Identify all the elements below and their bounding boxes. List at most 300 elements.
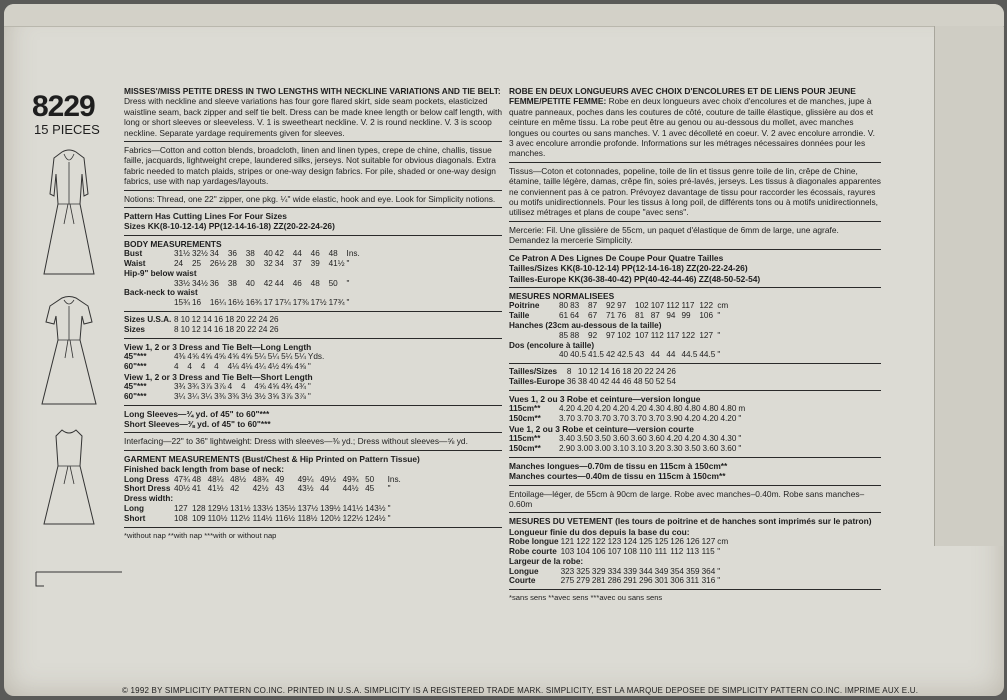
english-title: MISSES'/MISS PETITE DRESS IN TWO LENGTHS WITH NECKLINE VARIATIONS AND TIE BELT:	[124, 86, 501, 96]
table-cell: 41	[191, 484, 202, 494]
table-cell: 44	[666, 350, 676, 360]
table-cell: 3.50	[576, 434, 593, 444]
row-label: 150cm**	[509, 413, 541, 423]
table-row	[509, 444, 743, 454]
table-cell: 54	[666, 376, 676, 386]
table-cell: "	[717, 546, 721, 556]
row-label: Long	[124, 504, 145, 514]
table-cell: 4	[214, 361, 219, 371]
table-cell: 38	[245, 249, 255, 259]
row-label: Long Dress	[124, 474, 170, 484]
version-longue-table	[509, 404, 747, 424]
row-label: Poitrine	[509, 301, 540, 311]
table-cell: 47¾	[174, 474, 190, 484]
manches-longues: Manches longues—0.70m de tissu en 115cm à 150cm**	[509, 460, 728, 471]
row-label: Short Dress	[124, 484, 171, 494]
table-row	[124, 514, 403, 524]
table-cell: 122½	[342, 513, 364, 523]
row-label: Robe longue	[509, 537, 559, 547]
table-cell: 124½	[365, 513, 386, 523]
dress-view-1-illustration	[34, 144, 104, 284]
table-cell: 38	[577, 376, 588, 386]
table-cell: "	[387, 484, 391, 494]
dress-view-2-illustration	[34, 292, 104, 412]
table-cell: 83	[570, 301, 580, 311]
table-cell: 4.20	[666, 434, 683, 444]
table-cell: 87	[588, 301, 598, 311]
french-title: ROBE EN DEUX LONGUEURS AVEC CHOIX D'ENCOLURES ET DE LIENS POUR JEUNE FEMME/PETITE FEMME:	[509, 86, 856, 107]
table-row	[124, 475, 403, 485]
table-cell: 42.5	[617, 350, 634, 360]
table-cell: 296	[638, 576, 653, 586]
table-cell: Yds.	[307, 352, 325, 362]
table-cell: 354	[670, 566, 684, 576]
table-cell: "	[738, 413, 742, 423]
table-row	[509, 414, 747, 424]
table-cell: 113	[685, 546, 700, 556]
table-cell: 329	[591, 566, 606, 576]
table-row	[509, 350, 730, 360]
table-cell: "	[717, 311, 721, 321]
table-cell: 137½	[297, 504, 319, 514]
table-cell: 4¼	[254, 361, 266, 371]
row-label: Robe courte	[509, 546, 557, 556]
table-cell: 4¾	[294, 382, 306, 392]
table-cell: 42	[600, 376, 610, 386]
table-cell: 92	[588, 330, 598, 340]
table-cell: 122	[591, 537, 606, 547]
table-cell: 14	[202, 324, 212, 334]
table-cell: 114½	[252, 513, 273, 523]
table-cell: "	[717, 350, 721, 360]
table-cell: 126	[670, 537, 684, 547]
table-cell: 40	[559, 350, 569, 360]
french-fabrics: Tissus—Coton et cotonnades, popeline, toile de lin et tissus genre toile de lin, crêpe de Chine, étamine, taille légère, damas, crêpe fin, soies pré-lavés, jerseys. Les tissus à diagonales apparentes ne conviennent pas à ce patron. Prévoyez davantage de tissu pour raccorder les écossais, rayures ou motifs unidirectionnels. Pour les tissus à long poil, de différents tons ou à motifs unidirectionnels, utilisez métrages et plans de coupe "avec sens".	[509, 165, 881, 218]
table-cell: 123	[607, 537, 622, 547]
table-cell: 10	[577, 367, 588, 377]
table-cell: 50	[644, 376, 654, 386]
table-cell: 4.80	[666, 404, 683, 414]
pattern-number: 8229	[32, 90, 95, 123]
row-label: 60"***	[124, 361, 147, 371]
table-cell: 5¼	[294, 352, 306, 362]
table-cell: 126	[685, 537, 700, 547]
row-label: 60"***	[124, 391, 147, 401]
mesures-title: MESURES NORMALISEES	[509, 290, 615, 301]
table-cell: "	[346, 298, 350, 308]
table-cell: 22	[644, 367, 654, 377]
table-cell: 141½	[342, 504, 364, 514]
dress-width-label: Dress width:	[124, 494, 174, 504]
table-row	[124, 382, 313, 392]
table-cell: 8	[566, 367, 572, 377]
table-cell: 17½	[310, 298, 327, 308]
body-measurements-table	[124, 249, 362, 308]
table-cell: 81	[635, 311, 645, 321]
table-cell: 359	[685, 566, 700, 576]
version-courte-title: Vue 1, 2 ou 3 Robe et ceinture—version courte	[509, 423, 694, 434]
table-cell: 118½	[297, 513, 318, 523]
table-cell: 39	[310, 259, 320, 269]
row-label: 45"***	[124, 382, 147, 392]
table-cell: 339	[623, 566, 637, 576]
table-cell: 4	[187, 361, 192, 371]
table-cell: 5¼	[281, 352, 293, 362]
table-cell: 44	[292, 249, 302, 259]
table-cell: 107	[607, 546, 622, 556]
english-fabrics: Fabrics—Cotton and cotton blends, broadcloth, linen and linen types, crepe de chine, challis, tissue faille, jacquards, lightweight crepe, laundered silks, jerseys. Not suitable for obvious diagonals. Extra fabric needed to match plaids, stripes or one-way design fabrics. For pile, shaded or one-way design fabrics, use with nap yardages/layouts.	[124, 145, 496, 187]
table-cell: 17¼	[274, 298, 291, 308]
table-row	[124, 504, 403, 514]
row-label: 115cm**	[509, 404, 541, 414]
table-cell: 3.70	[630, 413, 647, 423]
english-description: Dress with neckline and sleeve variations has four gore flared skirt, side seam pockets, elasticized waistline seam, back zipper and self tie belt. Dress can be made knee length or below calf length, with long or short sleeves or sleeveless. V. 1 is sweetheart neckline. V. 2 is round neckline. V. 3 is scoop neckline. Separate yardage requirements given for sleeves.	[124, 96, 503, 138]
interfacing: Interfacing—22" to 36" lightweight: Dress with sleeves—⅜ yd.; Dress without sleeves—⅝ yd.	[124, 436, 468, 447]
table-cell: 38	[227, 278, 237, 288]
table-cell: 44½	[342, 484, 359, 494]
garment-table	[124, 475, 403, 524]
table-cell: 92	[605, 301, 616, 311]
row-label: Sizes U.S.A.	[124, 315, 172, 325]
row-label	[124, 279, 174, 289]
table-cell: 4⅜	[174, 352, 186, 362]
table-cell: 311	[685, 576, 700, 586]
table-cell: Ins.	[346, 249, 360, 259]
hip-label: Hip-9" below waist	[124, 268, 197, 278]
table-cell: 4.20	[630, 404, 647, 414]
french-cutting-lines: Ce Patron A Des Lignes De Coupe Pour Quatre Tailles	[509, 252, 724, 263]
table-cell: 3⅞	[294, 391, 306, 401]
largeur-label: Largeur de la robe:	[509, 556, 584, 566]
table-cell: 33½	[174, 278, 190, 288]
table-cell: 24	[258, 315, 268, 325]
table-cell: 43½	[297, 484, 314, 494]
table-cell: 127	[174, 504, 188, 514]
table-cell: 3¾	[174, 382, 186, 392]
long-length-title: View 1, 2 or 3 Dress and Tie Belt—Long Length	[124, 341, 312, 352]
dos-label: Dos (encolure à taille)	[509, 340, 595, 350]
row-label: 115cm**	[509, 434, 541, 444]
table-cell: 334	[607, 566, 622, 576]
english-notions: Notions: Thread, one 22" zipper, one pkg. ¼" wide elastic, hook and eye. Look for Simplicity notions.	[124, 193, 496, 204]
table-cell: 16	[611, 367, 621, 377]
row-label	[509, 350, 559, 360]
row-label: 45"***	[124, 352, 147, 362]
table-cell: 5¼	[254, 352, 266, 362]
table-cell: 364	[701, 566, 716, 576]
table-cell: 4.80	[684, 404, 701, 414]
table-cell: 44.5	[681, 350, 698, 360]
table-cell: Ins.	[387, 474, 401, 484]
table-cell: 3⅜	[214, 391, 226, 401]
back-label: Back-neck to waist	[124, 288, 198, 298]
table-cell: 112	[666, 301, 680, 311]
table-cell: 18	[225, 324, 235, 334]
table-cell: 4.20	[559, 404, 575, 414]
table-row	[509, 311, 730, 321]
table-row	[509, 377, 680, 387]
table-cell: 17⅜	[292, 298, 309, 308]
table-cell: "	[387, 504, 391, 514]
table-cell: 104	[576, 546, 590, 556]
table-cell: 36	[209, 278, 219, 288]
table-row	[124, 249, 362, 259]
table-cell: 3½	[254, 391, 266, 401]
entoilage: Entoilage—léger, de 55cm à 90cm de large. Robe avec manches–0.40m. Robe sans manches–0.60m	[509, 488, 865, 509]
table-cell: 120½	[320, 513, 341, 523]
table-cell: 26	[269, 315, 279, 325]
table-cell: 24	[174, 259, 184, 269]
table-cell: 12	[191, 324, 201, 334]
table-cell: 3⅜	[227, 391, 239, 401]
row-label: 150cm**	[509, 443, 541, 453]
table-cell: 48	[310, 278, 320, 288]
table-cell: 4⅝	[254, 382, 266, 392]
table-cell: "	[346, 278, 350, 288]
table-cell: 48	[633, 376, 643, 386]
table-cell: 323	[560, 566, 575, 576]
table-cell: 4⅛	[227, 361, 239, 371]
table-cell: 4.20	[576, 404, 593, 414]
table-cell: 94	[666, 311, 676, 321]
table-cell: 4.80	[720, 404, 737, 414]
table-cell	[678, 377, 680, 387]
table-cell: 3⅞	[214, 382, 226, 392]
table-cell: 18	[622, 367, 632, 377]
table-cell: 3.50	[594, 434, 611, 444]
english-column	[124, 86, 502, 541]
table-cell: 111	[654, 546, 668, 556]
table-cell: 4¾	[281, 382, 293, 392]
table-cell: 108	[623, 546, 637, 556]
long-yardage-table	[124, 352, 326, 372]
table-cell: 3.70	[648, 413, 665, 423]
table-cell: 15¾	[174, 298, 190, 308]
table-cell: 50	[365, 474, 375, 484]
table-cell: 109	[191, 513, 206, 523]
table-cell: 4⅛	[240, 361, 253, 371]
version-courte-table	[509, 434, 743, 454]
table-cell: 3.60	[702, 443, 719, 453]
table-cell: "	[738, 443, 742, 453]
table-cell: 48¼	[207, 474, 224, 484]
table-cell: 4.20	[702, 413, 719, 423]
table-cell: 97	[617, 301, 627, 311]
table-cell: 116½	[275, 513, 295, 523]
table-cell: 20	[236, 315, 246, 325]
pieces-count: 15 PIECES	[34, 122, 100, 137]
copyright-footer: © 1992 BY SIMPLICITY PATTERN CO.INC. PRINTED IN U.S.A. SIMPLICITY IS A REGISTERED TRADE MARK. SIMPLICITY, EST LA MARQUE DEPOSEE DE SIMPLICITY PATTERN CO.INC. IMPRIME AUX E.U.	[122, 686, 919, 695]
english-cutting-lines: Pattern Has Cutting Lines For Four Sizes	[124, 211, 287, 222]
french-sizes-1: Tailles/Sizes KK(8-10-12-14) PP(12-14-16-18) ZZ(20-22-24-26)	[509, 263, 748, 274]
nap-legend: *without nap **with nap ***with or without nap	[124, 530, 277, 540]
table-cell: "	[307, 361, 311, 371]
table-row	[509, 567, 730, 577]
table-cell: 112½	[230, 513, 250, 523]
table-cell: 110½	[207, 513, 228, 523]
table-cell: 3.60	[720, 443, 737, 453]
table-cell: 24	[655, 367, 665, 377]
version-longue-title: Vues 1, 2 ou 3 Robe et ceinture—version longue	[509, 393, 701, 404]
table-cell: 107	[650, 301, 665, 311]
table-cell: 4⅝	[200, 352, 213, 362]
table-cell: 3⅝	[267, 391, 280, 401]
table-row	[509, 404, 747, 414]
table-cell: 102	[635, 301, 649, 311]
table-cell: 14	[600, 367, 610, 377]
table-cell: 349	[654, 566, 669, 576]
table-row	[124, 352, 326, 362]
table-cell: 16	[213, 324, 223, 334]
table-cell: 10	[180, 324, 190, 334]
table-cell: 40	[589, 376, 599, 386]
table-cell: "	[307, 391, 311, 401]
longueur-finie-label: Longueur finie du dos depuis la base du cou:	[509, 526, 690, 537]
french-sizes-2: Tailles-Europe KK(36-38-40-42) PP(40-42-44-46) ZZ(48-50-52-54)	[509, 273, 761, 284]
row-label: Taille	[509, 311, 530, 321]
table-cell: 275	[560, 576, 575, 586]
row-label: Bust	[124, 249, 143, 259]
table-cell: 40½	[174, 484, 190, 494]
table-cell: 103	[560, 546, 575, 556]
table-cell: 3¾	[187, 382, 199, 392]
table-cell: 61	[559, 311, 569, 321]
table-cell: 34½	[191, 278, 208, 288]
table-cell: 10	[180, 315, 190, 325]
table-cell: 34	[274, 259, 284, 269]
table-cell: 48¾	[252, 474, 269, 484]
table-row	[124, 315, 283, 325]
table-cell: 40	[263, 249, 273, 259]
table-row	[509, 301, 730, 311]
table-cell: 28	[227, 259, 237, 269]
table-cell: 8	[174, 324, 179, 334]
table-cell: 14	[202, 315, 212, 325]
table-cell: 4⅝	[227, 352, 239, 362]
table-cell: 49¼	[297, 474, 314, 484]
table-cell: 3⅞	[281, 391, 293, 401]
table-cell: cm	[717, 537, 729, 547]
row-label: Waist	[124, 259, 146, 269]
french-description: Robe en deux longueurs avec choix d'encolures et de manches, jupe à quatre panneaux, poches dans les coutures de côté, couture de taille élastique, glissière au dos et ceinture en même tissu. La robe peut être au genou ou au-dessous du mollet, avec manches longues ou courtes ou sans manches. V. 1 avec décolleté en coeur. V. 2 avec encolure arrondie. V. 3 avec encolure arrondie profonde. Informations sur les métrages nécessaires données pour les manches.	[509, 96, 875, 159]
table-cell: 4.20	[720, 413, 737, 423]
table-cell: 3.20	[648, 443, 665, 453]
table-cell: 4	[240, 382, 246, 392]
sens-legend: *sans sens **avec sens ***avec ou sans sens	[509, 593, 663, 603]
table-cell: "	[717, 566, 721, 576]
table-cell: 3¼	[174, 391, 186, 401]
finished-length-label: Finished back length from base of neck:	[124, 464, 285, 475]
table-cell: 279	[576, 576, 590, 586]
dress-view-3-illustration	[34, 424, 104, 529]
table-cell: 129½	[207, 504, 229, 514]
table-cell: 43	[275, 484, 285, 494]
table-cell: 316	[701, 576, 716, 586]
row-label: Sizes	[124, 324, 145, 334]
table-cell: 17	[263, 298, 273, 308]
table-cell: 52	[655, 376, 665, 386]
table-cell: 42	[605, 350, 616, 360]
table-row	[124, 279, 362, 289]
table-cell: 4⅝	[240, 352, 253, 362]
table-row	[124, 259, 362, 269]
table-cell: 42	[230, 484, 240, 494]
table-cell: 3.10	[630, 443, 647, 453]
table-cell: 291	[623, 576, 637, 586]
vetement-table	[509, 537, 730, 586]
table-cell: 48	[328, 249, 338, 259]
table-cell: 41½	[328, 259, 345, 269]
table-cell: 122	[681, 330, 696, 340]
table-row	[509, 576, 730, 586]
row-label: Longue	[509, 566, 539, 576]
table-cell: 143½	[365, 504, 386, 514]
table-cell: 34	[209, 249, 219, 259]
body-measurements-title: BODY MEASUREMENTS	[124, 238, 222, 249]
table-cell: 16¼	[209, 298, 226, 308]
table-cell: 5¼	[267, 352, 280, 362]
table-cell: 112	[670, 546, 684, 556]
table-cell: 4⅝	[281, 361, 293, 371]
table-cell: 286	[607, 576, 622, 586]
table-cell: 16¾	[245, 298, 262, 308]
table-cell: 45	[365, 484, 375, 494]
table-cell: 36	[227, 249, 237, 259]
table-cell: 44	[650, 350, 660, 360]
table-cell: "	[717, 330, 721, 340]
table-cell: 36	[566, 376, 576, 386]
table-cell: 49½	[320, 474, 337, 484]
table-cell: 115	[701, 546, 715, 556]
table-cell: 44	[611, 376, 621, 386]
table-cell: 3.10	[612, 443, 629, 453]
table-cell: 112	[650, 330, 664, 340]
table-cell: 22	[247, 315, 257, 325]
table-cell: 32½	[191, 249, 208, 259]
table-cell: 3.70	[594, 413, 611, 423]
table-cell: 4⅝	[187, 352, 199, 362]
table-cell: 71	[605, 311, 616, 321]
table-cell: 18	[225, 315, 235, 325]
table-cell: 99	[681, 311, 691, 321]
table-cell: 110	[638, 546, 652, 556]
table-cell: 3⅞	[200, 382, 213, 392]
manches-courtes: Manches courtes—0.40m de tissu en 115cm à 150cm**	[509, 471, 726, 482]
table-cell: 87	[650, 311, 660, 321]
table-cell: 20	[633, 367, 643, 377]
table-cell: 102	[617, 330, 631, 340]
table-cell: 44.5	[699, 350, 716, 360]
short-sleeves: Short Sleeves—⅜ yd. of 45" to 60"***	[124, 419, 271, 430]
table-cell: 26	[269, 324, 279, 334]
table-cell: 3.70	[559, 413, 575, 423]
table-cell: "	[346, 259, 350, 269]
table-cell: 127	[699, 330, 714, 340]
table-cell: m	[738, 404, 746, 414]
table-cell: 3.70	[612, 413, 629, 423]
table-cell: 40	[245, 278, 255, 288]
table-cell	[678, 367, 680, 377]
table-cell: 46	[310, 249, 320, 259]
table-cell: 301	[654, 576, 669, 586]
table-row	[124, 484, 403, 494]
table-cell: 22	[247, 324, 257, 334]
table-cell: 88	[570, 330, 580, 340]
tailles-table	[509, 367, 680, 387]
hanches-label: Hanches (23cm au-dessous de la taille)	[509, 320, 662, 330]
table-cell: 108	[174, 513, 188, 523]
table-cell: 42	[263, 278, 273, 288]
